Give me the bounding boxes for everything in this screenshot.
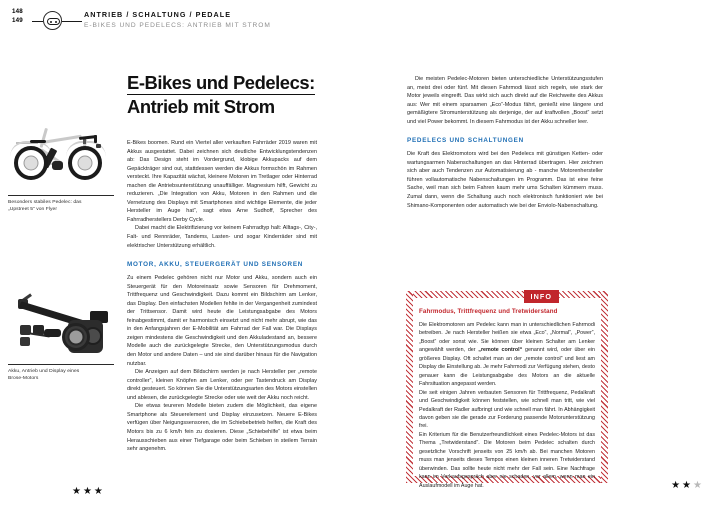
figure-pedelec (8, 124, 114, 213)
caption-rule (8, 195, 114, 196)
remote-control-unit (44, 329, 61, 337)
info-content (419, 307, 595, 490)
motor-parts-illustration (8, 293, 114, 359)
info-badge: INFO (524, 290, 559, 303)
running-header (0, 0, 720, 40)
rating-stars-filled: ★★ (671, 480, 694, 491)
handlebar-grip (94, 135, 97, 143)
header-rule-left (32, 21, 43, 22)
paragraph: Die Kraft des Elektromotors wird bei den Pedelecs mit günstigen Ketten- oder wartungsarmen Nabenschaltungen an das Hinterrad übertragen. Hier zeichnen sich aber auch Tendenzen zur Automatisierung ab - manche Motorenhersteller führen vollautomatische Nabenschaltungen im Programm. Das ist eine feine Sache, weil man sich beim Fahren kaum mehr ums Schalten kümmern muss. Zumal dann, wenn die Schaltung auch noch elektronisch funktioniert wie bei Shimano-Komponenten oder automatisch wie bei der Enviolo-Nabenschaltung. (407, 151, 603, 209)
paragraph: Zu einem Pedelec gehören nicht nur Motor und Akku, sondern auch ein Steuergerät für den Motoreinsatz sowie Sensoren für Drehmoment, Trittfrequenz und Geschwindigkeit. Dazu kommt ein Bildschirm am Lenker, das Display. Den einfachsten Modellen fehlte in der Vergangenheit zumindest der Trittsensor. Damit wird heute die Leistungsabgabe des Motors feinabgestimmt, damit er harmonisch einsetzt und nicht mehr abrupt, wie das in den Anfangsjahren der E-Mobilität am Fahrrad der Fall war. Die Displays zeigen mindestens die Geschwindigkeit und den Akkuladestand an, bessere Modelle auch die zurückgelegte Strecke, den Unterstützungsmodus durch den Motor und andere Daten – und sie sind darüber hinaus für die Navigation nutzbar. (127, 275, 317, 367)
caption-rule (8, 364, 114, 365)
body-column-right (407, 75, 603, 210)
paragraph: Dabei macht die Elektrifizierung vor keinem Fahrradtyp halt: Alltags-, City-, Falt- und Rennräder, Tandems, Lasten- und sogar Kinderräder sind mit elektrischer Unterstützung erhältlich. (127, 225, 317, 249)
breadcrumb-primary: ANTRIEB / SCHALTUNG / PEDALE (84, 10, 232, 19)
figure-caption (8, 368, 114, 382)
paragraph: Die Anzeigen auf dem Bildschirm werden je nach Hersteller per „remote controller“, kleinen Knöpfen am Lenker, oder per Tastendruck am Display direkt gesteuert. So können Sie die Unterstützungsarten des Motors einstellen und ablesen, die zurückgelegte Strecke oder wie weit der Akku noch reicht. (127, 369, 317, 401)
info-body (419, 321, 595, 490)
hatch-border-top (406, 291, 608, 298)
section-heading-schaltungen: PEDELECS UND SCHALTUNGEN (407, 137, 524, 145)
folio-left: 148 (12, 8, 23, 15)
brose-motor-parts-photo (8, 293, 114, 359)
mid-motor (52, 161, 63, 170)
front-wheel (68, 146, 102, 180)
page-title-line1: E-Bikes und Pedelecs: (127, 72, 315, 93)
figure-caption (8, 199, 114, 213)
figure-caption-line1: Akku, Antrieb und Display eines (8, 369, 80, 374)
folio-right: 149 (12, 16, 23, 24)
info-paragraph: Die Elektromotoren am Pedelec kann man in unterschiedlichen Fahrmodi betreiben. Je nach Hersteller heißen sie etwa „Eco“, „Normal“, „Power“, „Boost“ oder sonst wie. Sie können über kleinen Schalter am Lenker angewählt werden, der „remote control“ genannt wird, oder über ein größeres Display. Oft schaltet man an der „remote control“ und liest am Display die Einstellung ab. Je mehr Fahrmodi zur Verfügung stehen, desto genauer kann die Leistungsabgabe des Motors an die aktuelle Fahrsituation angepasst werden. (419, 322, 595, 388)
page-title-line2: Antrieb mit Strom (127, 96, 275, 117)
small-part-3 (20, 337, 30, 346)
saddle (30, 140, 46, 143)
rating-stars-left: ★★★ (72, 486, 105, 497)
hatch-border-left (406, 291, 413, 483)
paragraph: Die meisten Pedelec-Motoren bieten unterschiedliche Unterstützungsstufen an, meist drei oder fünf. Mit diesen Fahrmodi lässt sich regeln, wie stark der Motor jeweils eingreift. Das wirkt sich auch direkt auf die Reichweite des Akkus aus: Wer mit einem sparsamen „Eco“-Modus fährt, genießt eine längere und gemäßigtere Stromunterstützung als derjenige, der auf kraftvollen „Boost“ setzt und viel Power bekommt. In diesem Fahrmodus ist der Akku schneller leer. (407, 76, 603, 125)
bicycle-saddle-icon (43, 11, 62, 30)
info-box (406, 291, 608, 489)
figure-caption-line2: Brose-Motors (8, 376, 39, 382)
hatch-border-right (601, 291, 608, 483)
paragraph: Die etwas teureren Modelle bieten zudem die Möglichkeit, das eigene Smartphone als Steuerelement und Display einzusetzen. Neuere E-Bikes verfügen über Neigungssensoren, die im Schiebebetrieb helfen, die Kraft des Motors bis zu 6 km/h fein zu dosieren. Diese „Schiebehilfe“ ist etwa beim Herausschieben aus einer Tiefgarage oder beim Schieben in steilem Terrain sehr angenehm. (127, 403, 317, 453)
rear-wheel (14, 146, 48, 180)
breadcrumb (84, 10, 271, 31)
breadcrumb-secondary: E-BIKES UND PEDELECS: ANTRIEB MIT STROM (84, 22, 271, 29)
figure-motor-parts (8, 293, 114, 382)
header-rule-right (62, 21, 82, 22)
spacer (127, 250, 317, 260)
motor-drive (62, 323, 90, 351)
section-heading-motor: MOTOR, AKKU, STEUERGERÄT UND SENSOREN (127, 261, 304, 269)
bicycle-illustration (8, 124, 114, 190)
pedelec-bicycle-photo (8, 124, 114, 190)
figure-caption-line1: Besonders stabiles Pedelec: das (8, 200, 82, 205)
rating-stars-right (671, 481, 704, 491)
info-paragraph: Die seit einigen Jahren verbauten Sensoren für Trittfrequenz, Pedalkraft und Geschwindigkeit können feststellen, wie schnell man tritt, wie viel Pedalkraft der Radler aufbringt und wie schnell man fährt. In Abhängigkeit davon geben sie die gerade zur Forderung passende Motorunterstützung frei. (419, 389, 595, 430)
front-lamp (96, 144, 101, 148)
page-title (127, 72, 387, 118)
saddle-glyph (47, 18, 60, 25)
info-paragraph: Ein Kriterium für die Benutzerfreundlichkeit eines Pedelec-Motors ist das Thema „Tretwiderstand“. Die Motoren beim Pedelec schalten durch gesetzliche Vorschrift jenseits von 25 km/h ab. Bei manchen Motoren muss man jenseits dieses Tempos einen kleinen inneren Tretwiderstand überwinden. Das sollte heute nicht mehr der Fall sein. Eine Nachfrage kann im Verkaufsgespräch aber nie schaden, vor allem, wenn man ein Auslaufmodell im Auge hat. (419, 431, 595, 489)
spacer (407, 126, 603, 136)
info-title: Fahrmodus, Trittfrequenz und Tretwiderstand (419, 308, 558, 315)
paragraph: E-Bikes boomen. Rund ein Viertel aller verkauften Fahrräder 2019 waren mit Akkus ausgestattet. Dabei zeichnen sich deutliche Entwicklungstendenzen ab: Das Design steht im Vordergrund, klobige Akkupacks auf dem Gepäckträger sind out, stattdessen werden die Akkus formschön im Rahmen versteckt. Ihre Kapazität wächst, kleinere Motoren im Tretlager oder Hinterrad machen die Antriebsunterstützung unauffälliger. Magnesium hilft, Gewicht zu reduzieren. „Die Integration von Akku, Motoren in den Rahmen und die Vernetzung des Displays mit Smartphones sind wichtige Elemente, die jeder Hersteller im Auge hat“, sagt etwa Arne Sudhoff, Sprecher des Fahrradherstellers Derby Cycle. (127, 140, 317, 223)
rating-stars-empty: ★ (693, 480, 704, 491)
body-column-left (127, 139, 317, 454)
figure-caption-line2: „Upstreet 5“ von Flyer (8, 207, 58, 213)
folio-numbers (12, 8, 23, 25)
